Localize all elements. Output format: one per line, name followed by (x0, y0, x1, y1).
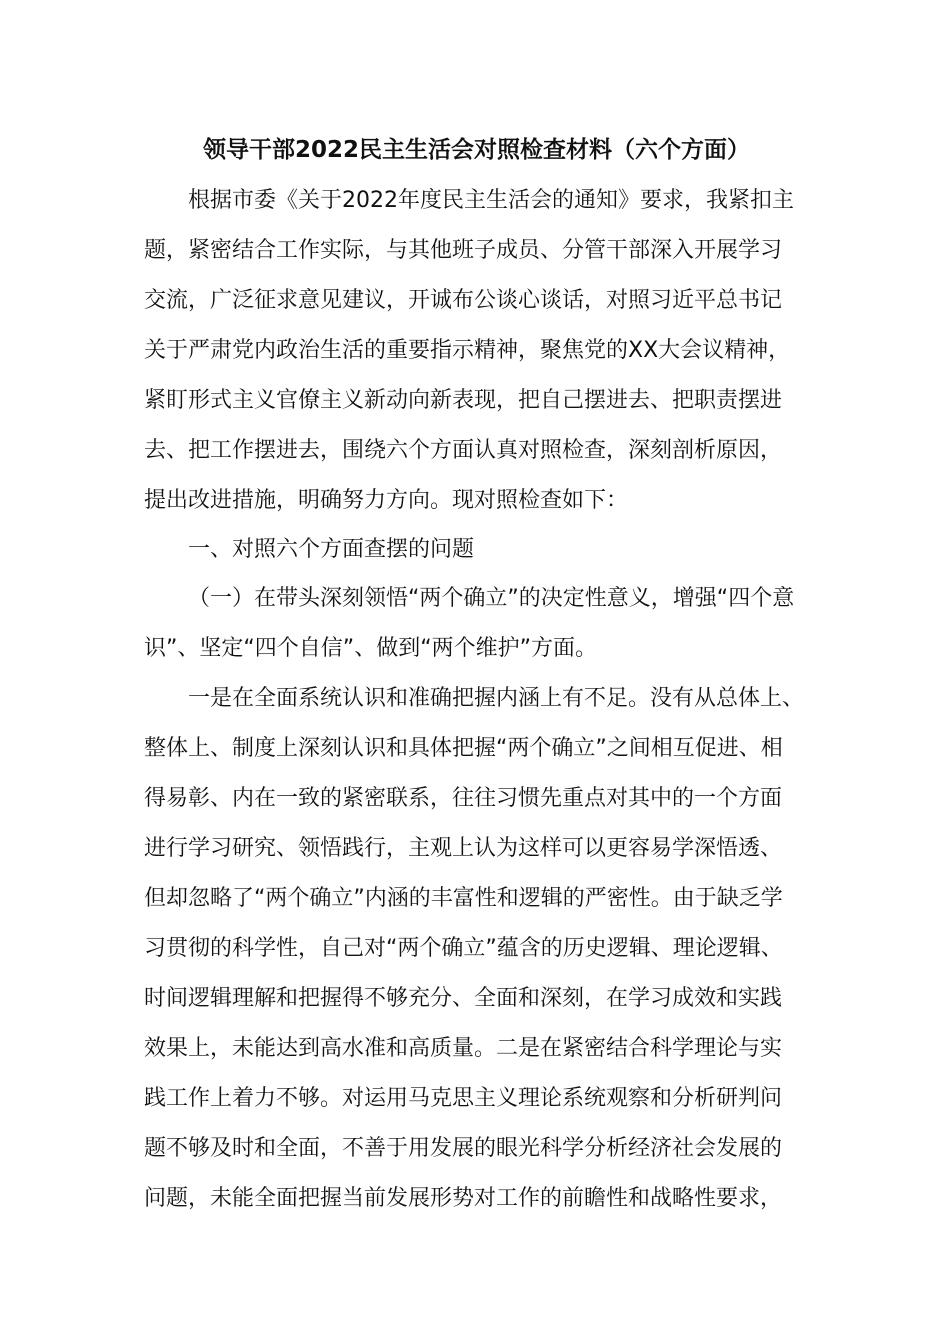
section-heading: 一、对照六个方面查摆的问题 (188, 537, 475, 562)
subsection-heading-cont: 识”、坚定“四个自信”、做到“两个维护”方面。 (144, 636, 597, 661)
body-line: 整体上、制度上深刻认识和具体把握“两个确立”之间相互促进、相 (144, 736, 783, 761)
body-line: 交流，广泛征求意见建议，开诚布公谈心谈话，对照习近平总书记 (144, 288, 783, 313)
body-line: 习贯彻的科学性，自己对“两个确立”蕴含的历史逻辑、理论逻辑、 (144, 936, 783, 961)
body-line: 践工作上着力不够。对运用马克思主义理论系统观察和分析研判问 (144, 1086, 783, 1111)
body-line: 去、把工作摆进去，围绕六个方面认真对照检查，深刻剖析原因， (144, 438, 783, 463)
body-line: 关于严肃党内政治生活的重要指示精神，聚焦党的XX大会议精神， (144, 338, 791, 363)
body-line: 提出改进措施，明确努力方向。现对照检查如下： (144, 488, 629, 513)
body-line: 得易彰、内在一致的紧密联系，往往习惯先重点对其中的一个方面 (144, 786, 783, 811)
body-line: 进行学习研究、领悟践行，主观上认为这样可以更容易学深悟透、 (144, 836, 783, 861)
body-line: 根据市委《关于2022年度民主生活会的通知》要求，我紧扣主 (188, 188, 794, 213)
body-line: 一是在全面系统认识和准确把握内涵上有不足。没有从总体上、 (188, 686, 805, 711)
body-line: 紧盯形式主义官僚主义新动向新表现，把自己摆进去、把职责摆进 (144, 388, 783, 413)
body-line: 问题，未能全面把握当前发展形势对工作的前瞻性和战略性要求， (144, 1186, 783, 1211)
body-line: 时间逻辑理解和把握得不够充分、全面和深刻，在学习成效和实践 (144, 986, 783, 1011)
body-line: 效果上，未能达到高水准和高质量。二是在紧密结合科学理论与实 (144, 1036, 783, 1061)
document-title: 领导干部2022民主生活会对照检查材料（六个方面） (202, 137, 750, 163)
body-line: 但却忽略了“两个确立”内涵的丰富性和逻辑的严密性。由于缺乏学 (144, 886, 783, 911)
body-line: 题不够及时和全面，不善于用发展的眼光科学分析经济社会发展的 (144, 1136, 783, 1161)
body-line: 题，紧密结合工作实际，与其他班子成员、分管干部深入开展学习 (144, 238, 783, 263)
subsection-heading: （一）在带头深刻领悟“两个确立”的决定性意义，增强“四个意 (188, 586, 795, 611)
